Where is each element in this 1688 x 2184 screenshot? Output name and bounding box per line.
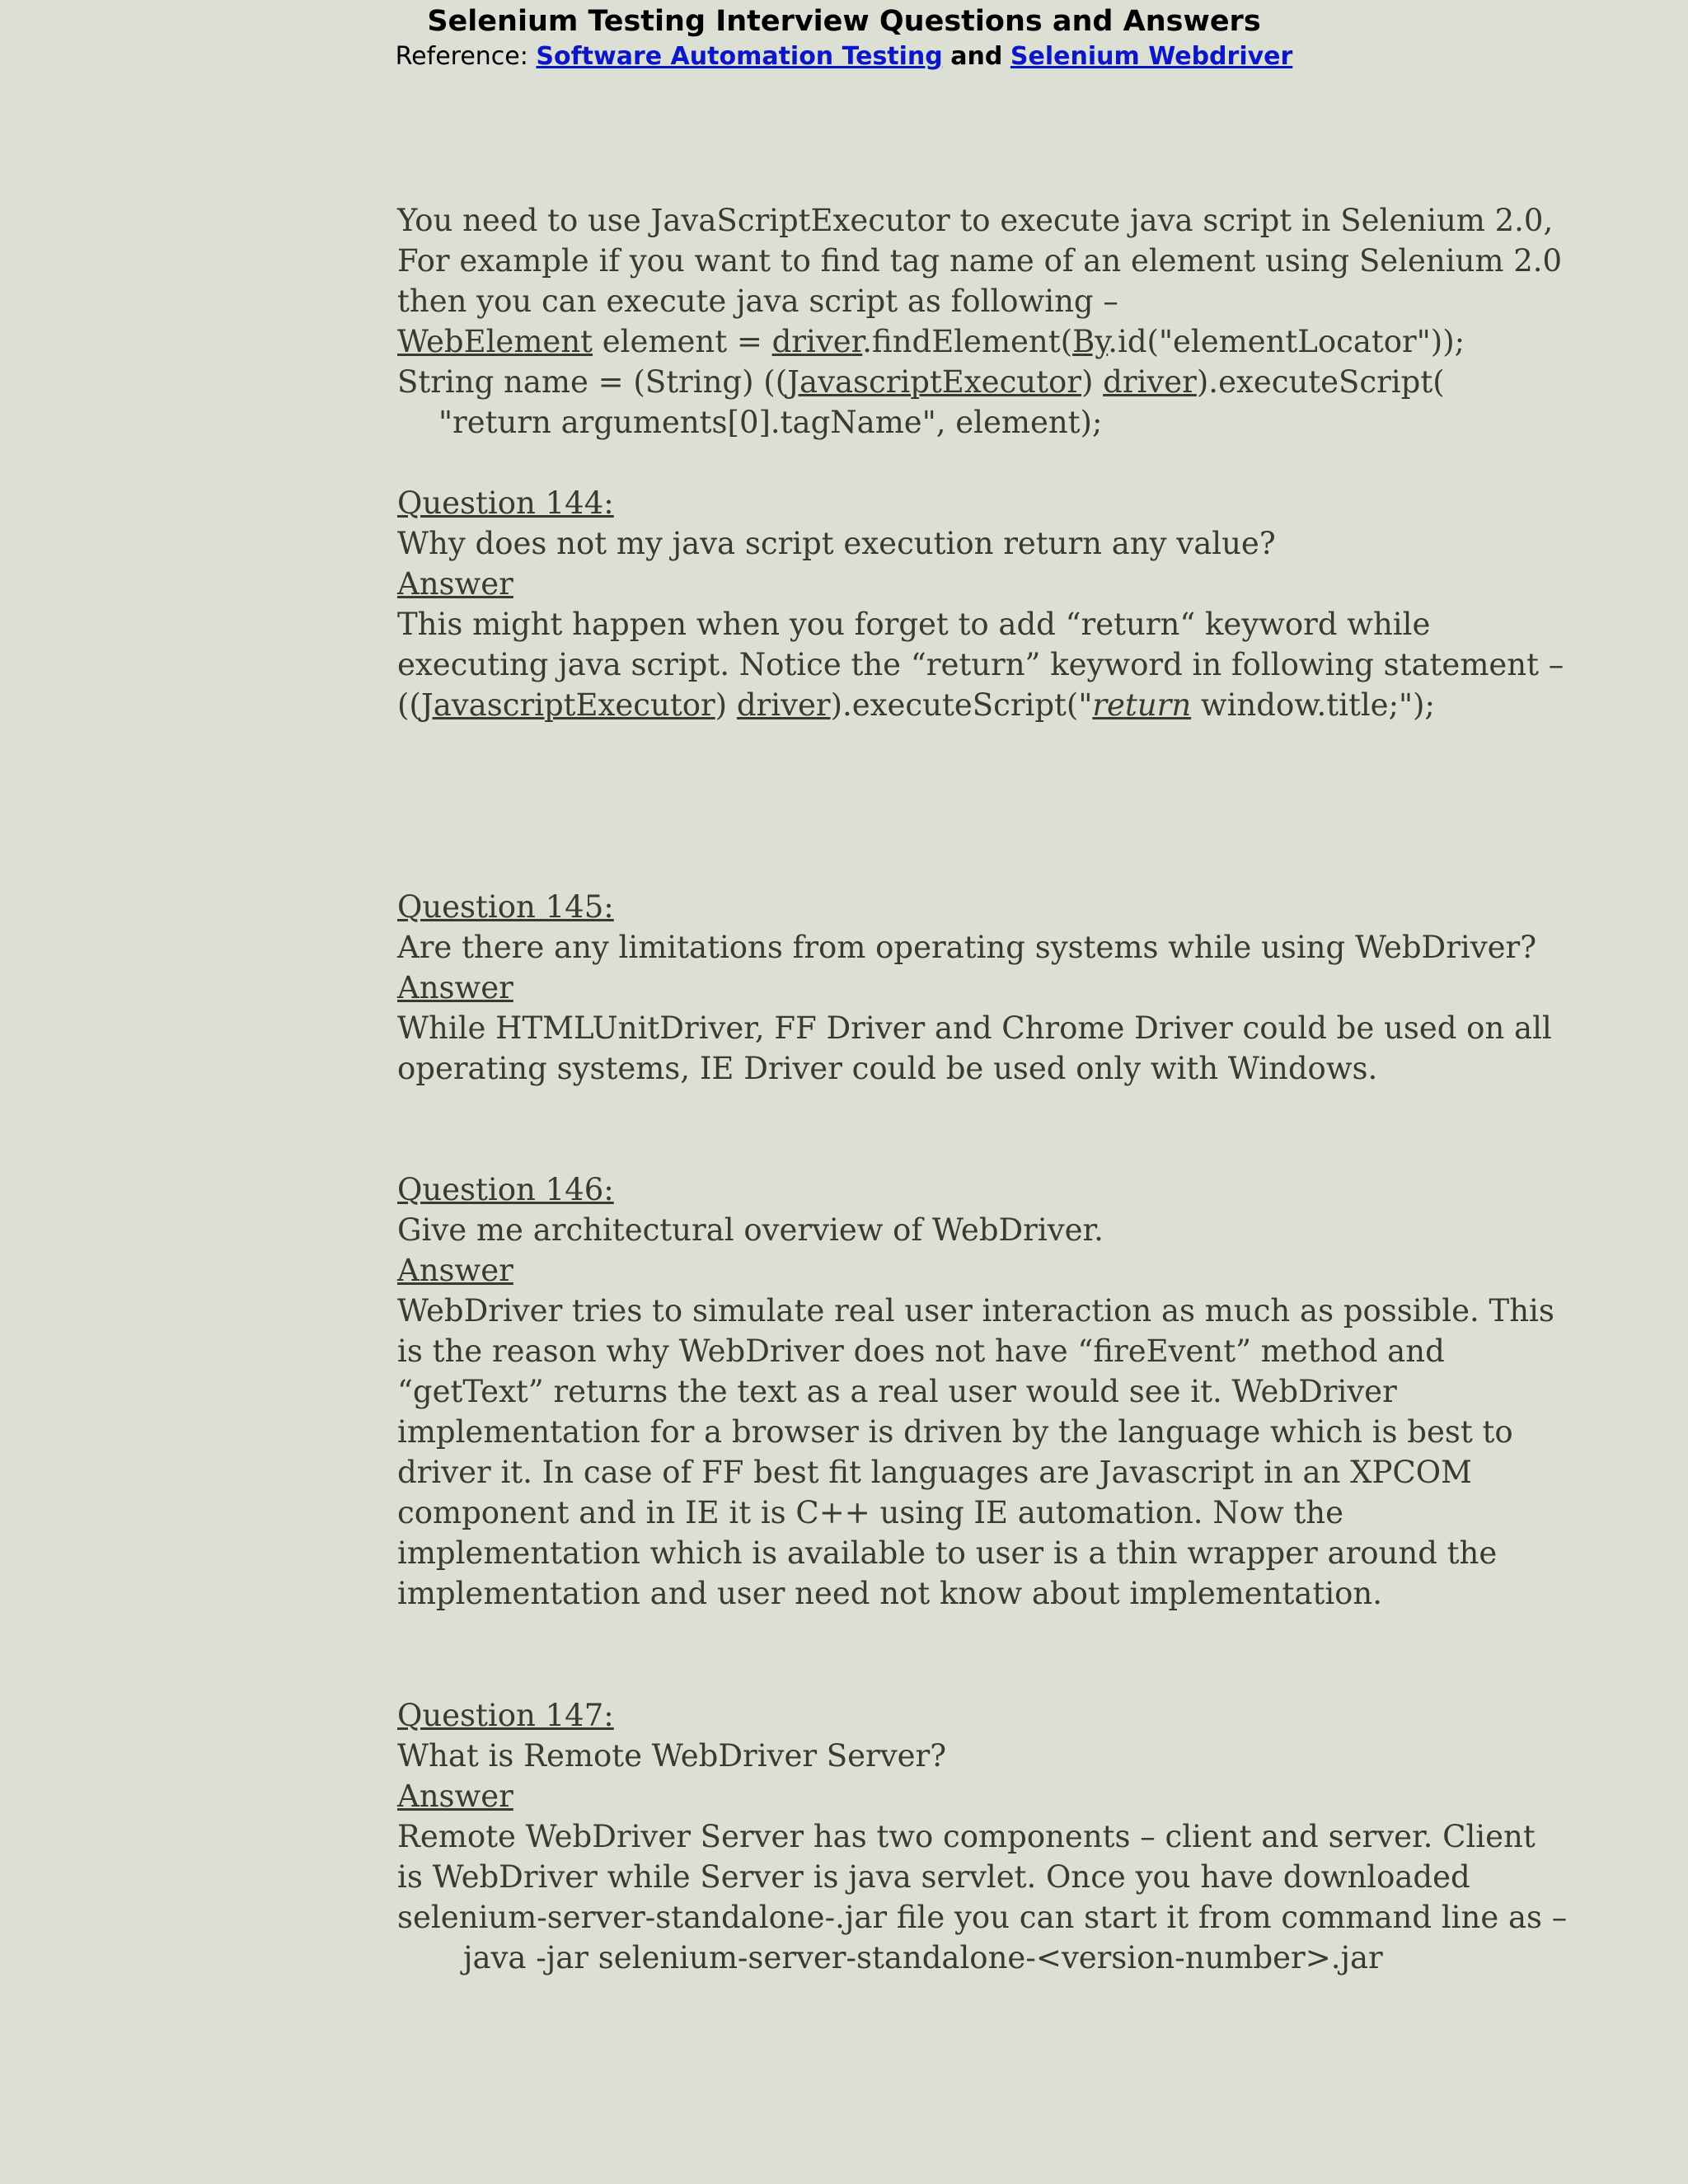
code-token: ((	[397, 687, 421, 723]
software-automation-testing-link[interactable]: Software Automation Testing	[536, 42, 943, 71]
answer-line: implementation for a browser is driven by the language which is best to	[397, 1414, 1513, 1450]
answer-line: implementation and user need not know about implementation.	[397, 1576, 1383, 1611]
question-text: What is Remote WebDriver Server?	[397, 1738, 947, 1774]
code-token: .findElement(	[862, 324, 1073, 359]
code-token: By	[1072, 324, 1109, 359]
answer-label: Answer	[397, 1779, 513, 1814]
code-token: driver	[1103, 364, 1197, 400]
intro-section	[397, 200, 1563, 443]
question-146-section	[397, 1169, 1554, 1614]
code-line	[397, 685, 1502, 725]
code-token: JavascriptExecutor	[787, 364, 1081, 400]
code-line	[397, 362, 1502, 402]
code-token: String name = (String) ((	[397, 364, 788, 400]
and-label: and	[950, 42, 1003, 71]
code-token: return	[1092, 687, 1192, 723]
answer-line: selenium-server-standalone-.jar file you can start it from command line as –	[397, 1900, 1568, 1935]
code-token: driver	[771, 324, 863, 359]
answer-label: Answer	[397, 566, 513, 602]
question-label: Question 144:	[397, 485, 614, 521]
code-token: ).executeScript("	[830, 687, 1093, 723]
answer-line: is the reason why WebDriver does not have “fireEvent” method and	[397, 1333, 1445, 1369]
intro-line: then you can execute java script as following –	[397, 284, 1118, 319]
code-token: .id("elementLocator"));	[1108, 324, 1465, 359]
question-text: Why does not my java script execution return any value?	[397, 526, 1276, 561]
question-label: Question 147:	[397, 1698, 614, 1733]
answer-line: operating systems, IE Driver could be used only with Windows.	[397, 1051, 1378, 1086]
code-token: element =	[593, 324, 772, 359]
question-145-section	[397, 887, 1552, 1089]
code-token: JavascriptExecutor	[420, 687, 715, 723]
question-text: Give me architectural overview of WebDriver.	[397, 1212, 1104, 1248]
question-144-section	[397, 483, 1564, 725]
answer-line: While HTMLUnitDriver, FF Driver and Chrome Driver could be used on all	[397, 1010, 1552, 1046]
answer-line: This might happen when you forget to add “return“ keyword while	[397, 607, 1431, 642]
code-token: ).executeScript(	[1196, 364, 1445, 400]
code-token: WebElement	[397, 324, 593, 359]
intro-line: For example if you want to find tag name of an element using Selenium 2.0	[397, 243, 1563, 279]
question-147-section	[397, 1695, 1568, 1978]
reference-label: Reference:	[395, 42, 537, 71]
answer-line: implementation which is available to user is a thin wrapper around the	[397, 1535, 1498, 1571]
answer-line: Remote WebDriver Server has two components – client and server. Client	[397, 1819, 1536, 1854]
page-title: Selenium Testing Interview Questions and Answers	[427, 5, 1261, 38]
intro-line: You need to use JavaScriptExecutor to execute java script in Selenium 2.0,	[397, 203, 1554, 238]
code-line	[397, 321, 1502, 362]
answer-line: component and in IE it is C++ using IE automation. Now the	[397, 1495, 1343, 1530]
code-line: "return arguments[0].tagName", element);	[438, 405, 1103, 440]
reference-line	[0, 41, 1688, 73]
answer-line: driver it. In case of FF best fit languages are Javascript in an XPCOM	[397, 1455, 1472, 1490]
selenium-webdriver-link[interactable]: Selenium Webdriver	[1010, 42, 1293, 71]
code-token: )	[715, 687, 737, 723]
answer-line: “getText” returns the text as a real user would see it. WebDriver	[397, 1374, 1397, 1409]
answer-label: Answer	[397, 970, 513, 1005]
code-line: java -jar selenium-server-standalone-<version-number>.jar	[463, 1940, 1383, 1975]
answer-line: executing java script. Notice the “return” keyword in following statement –	[397, 647, 1564, 682]
answer-line: WebDriver tries to simulate real user interaction as much as possible. This	[397, 1293, 1554, 1329]
answer-label: Answer	[397, 1253, 513, 1288]
answer-line: is WebDriver while Server is java servlet. Once you have downloaded	[397, 1859, 1470, 1895]
code-token: driver	[736, 687, 831, 723]
question-label: Question 145:	[397, 889, 614, 925]
question-label: Question 146:	[397, 1172, 614, 1207]
code-token: window.title;");	[1191, 687, 1435, 723]
code-token: )	[1081, 364, 1104, 400]
question-text: Are there any limitations from operating systems while using WebDriver?	[397, 930, 1537, 965]
